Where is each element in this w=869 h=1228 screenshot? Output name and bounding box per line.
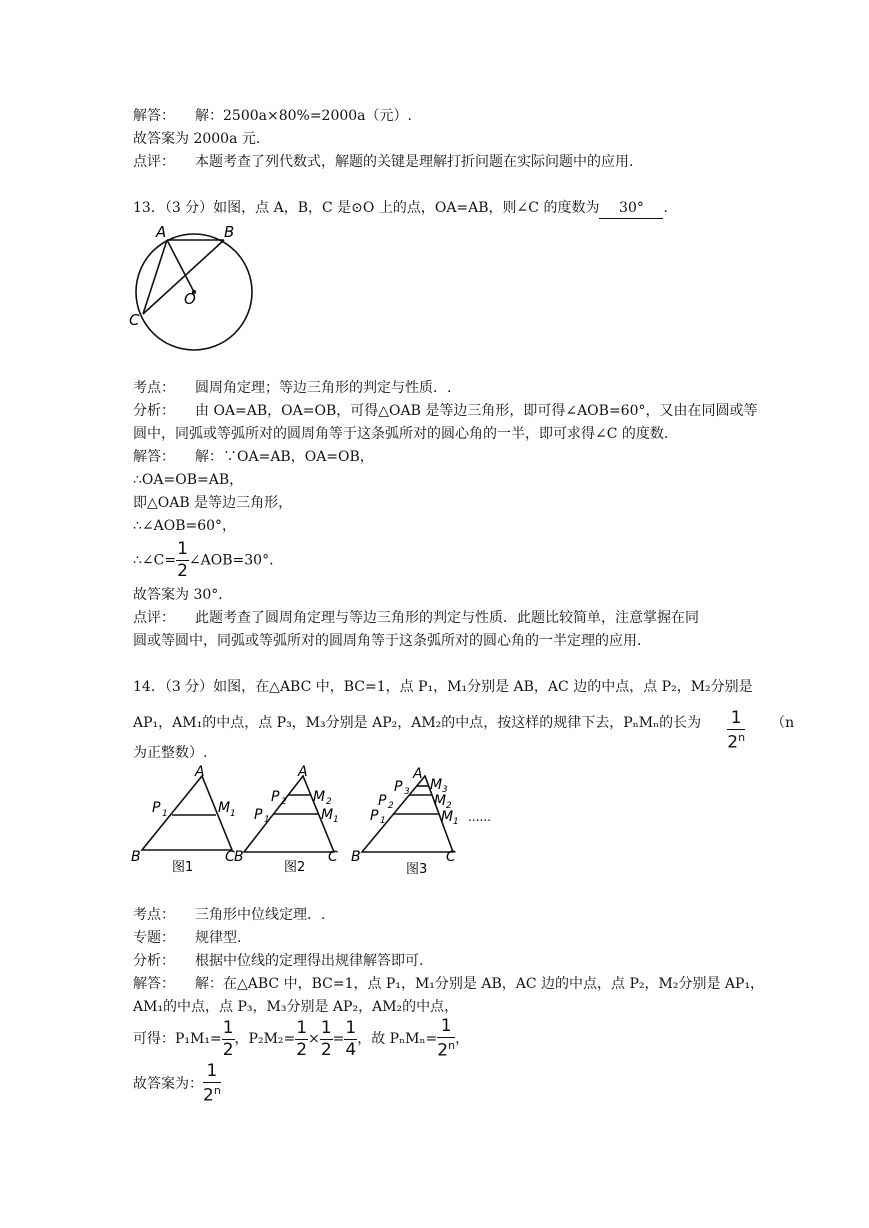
- label-c: C: [129, 311, 140, 329]
- frac-num: 1: [177, 539, 188, 559]
- fig3-caption: 图3: [406, 862, 428, 877]
- jieda-line5-post: ∠AOB=30°．: [188, 552, 284, 569]
- answer-pre: 故答案为：: [133, 1076, 203, 1092]
- fig3-label-p3-sub: 3: [404, 787, 410, 797]
- q13-jieda-line4: ∴∠AOB=60°，: [133, 518, 237, 534]
- fig1-label-c: C: [225, 849, 235, 865]
- fig1-label-b: B: [131, 849, 141, 865]
- fig3-label-p2: P: [378, 793, 387, 809]
- fig1-label-m: M: [218, 800, 231, 816]
- frac-num: 1: [345, 1017, 357, 1038]
- q14-zhuanti-line: [133, 928, 241, 948]
- label-a: A: [156, 223, 167, 241]
- q12-jieda-line: [133, 106, 412, 126]
- answer-fraction: [203, 1063, 221, 1105]
- fig2-label-m2-sub: 2: [326, 797, 332, 807]
- fig2-label-m2: M: [313, 789, 326, 805]
- fig2-label-m1-sub: 1: [333, 815, 339, 825]
- den-exp: n: [448, 1039, 456, 1053]
- calc-frac-5: [437, 1018, 455, 1060]
- den-base: 2: [437, 1040, 449, 1061]
- jieda-label: 解答：: [133, 108, 175, 124]
- calc-frac-4: [344, 1017, 357, 1060]
- q13-pingping-line: [133, 608, 699, 628]
- zhuanti-text: 规律型.: [195, 930, 242, 946]
- fenxi-label: 分析：: [133, 953, 175, 969]
- segment-ao: [167, 240, 194, 292]
- q14-triangle-figures: [128, 764, 498, 878]
- jieda-text: 解：2500a×80%=2000a（元）.: [195, 108, 412, 124]
- fig2-label-p2: P: [271, 789, 280, 805]
- frac-den: 2: [320, 1039, 332, 1060]
- q13-stem: [133, 198, 668, 219]
- fig1-label-p: P: [152, 800, 161, 816]
- q14-jieda-line2: AM₁的中点，点 P₃，M₃分别是 AP₂，AM₂的中点，: [133, 999, 459, 1015]
- q13-kaodian-line: [133, 378, 451, 398]
- fig3-label-m3-sub: 3: [442, 785, 448, 795]
- den-base: 2: [203, 1085, 214, 1106]
- den-exp: n: [213, 1084, 221, 1098]
- fig3-label-m2-sub: 2: [446, 801, 452, 811]
- fig3-label-b: B: [351, 849, 361, 865]
- fig3-label-m2: M: [434, 793, 447, 809]
- q13-stem-end: .: [663, 200, 668, 216]
- fig3-label-p2-sub: 2: [388, 801, 394, 811]
- frac-den: 2: [222, 1039, 234, 1060]
- q13-circle-figure: [125, 222, 265, 352]
- den-exp: n: [738, 731, 746, 744]
- q14-kaodian-line: [133, 905, 325, 925]
- fig2-caption: 图2: [284, 860, 306, 875]
- pingping-label: 点评：: [133, 154, 175, 170]
- q12-answer: 故答案为 2000a 元.: [133, 131, 261, 147]
- fig3-label-a: A: [413, 766, 423, 782]
- frac-num: 1: [730, 708, 742, 728]
- calc-eq: =: [332, 1031, 345, 1047]
- fig2-label-m1: M: [321, 807, 334, 823]
- jieda-label: 解答：: [133, 449, 175, 465]
- q13-jieda-line3: 即△OAB 是等边三角形，: [133, 495, 293, 511]
- q14-stem-end: （n: [771, 714, 795, 731]
- q14-stem-line1: 14．（3 分）如图，在△ABC 中，BC=1，点 P₁，M₁分别是 AB，AC 边的中点，点 P₂，M₂分别是: [133, 679, 753, 695]
- calc-frac-3: [320, 1017, 333, 1060]
- q13-pingping-line2: 圆或等圆中，同弧或等弧所对的圆周角等于这条弧所对的圆心角的一半定理的应用.: [133, 633, 642, 649]
- calc-mid2: ，故 PₙMₙ=: [357, 1031, 438, 1047]
- q13-stem-text: 13．（3 分）如图，点 A，B，C 是⊙O 上的点，OA=AB，则∠C 的度数为: [133, 200, 600, 216]
- frac-den: 2: [296, 1039, 308, 1060]
- q13-fenxi-line2: 圆中，同弧或等弧所对的圆周角等于这条弧所对的圆心角的一半，即可求得∠C 的度数.: [133, 426, 669, 442]
- zhuanti-label: 专题：: [133, 930, 175, 946]
- q13-answer-blank: 30°: [599, 198, 663, 219]
- frac-den: [203, 1083, 221, 1105]
- q12-pingping-line: [133, 152, 633, 172]
- fig3-label-m1: M: [441, 809, 454, 825]
- figure-3: [351, 766, 459, 877]
- q13-jieda-line: [133, 447, 374, 467]
- jieda-line5-pre: ∴∠C=: [133, 552, 177, 569]
- q14-stem-line3: 为正整数）.: [133, 745, 208, 761]
- calc-times: ×: [308, 1031, 320, 1047]
- frac-num: 1: [203, 1063, 221, 1083]
- kaodian-text: 圆周角定理；等边三角形的判定与性质．.: [195, 380, 452, 396]
- calc-frac-2: [295, 1017, 308, 1060]
- calc-pre: 可得：P₁M₁=: [133, 1031, 222, 1047]
- q14-calc-line: [133, 1017, 469, 1061]
- frac-num: 1: [437, 1018, 455, 1038]
- frac-num: 1: [320, 1017, 332, 1038]
- fig1-label-p-sub: 1: [162, 809, 168, 819]
- q13-jieda-line2: ∴OA=OB=AB，: [133, 472, 244, 488]
- frac-den: [727, 729, 745, 752]
- q14-answer-line: [133, 1062, 221, 1106]
- fenxi-text: 根据中位线的定理得出规律解答即可.: [195, 953, 424, 969]
- fraction-one-half: [176, 541, 189, 580]
- label-b: B: [224, 223, 235, 241]
- fig2-label-a: A: [298, 764, 308, 780]
- frac-num: 1: [222, 1017, 234, 1038]
- fig3-label-p1-sub: 1: [380, 816, 386, 826]
- kaodian-label: 考点：: [133, 380, 175, 396]
- jieda-text: 解：∵OA=AB，OA=OB，: [195, 449, 374, 465]
- fig3-label-m1-sub: 1: [453, 817, 459, 827]
- q14-jieda-line: [133, 974, 764, 994]
- q13-jieda-line5: [133, 541, 283, 580]
- q14-answer-blank: [701, 710, 771, 752]
- jieda-label: 解答：: [133, 976, 175, 992]
- calc-frac-1: [222, 1017, 235, 1060]
- fig3-label-c: C: [446, 849, 456, 865]
- frac-den: 4: [345, 1039, 357, 1060]
- fig2-label-p2-sub: 2: [281, 797, 287, 807]
- frac-den: [437, 1038, 455, 1060]
- fig1-label-a: A: [195, 764, 205, 780]
- q14-fenxi-line: [133, 951, 423, 971]
- figure-2: [234, 764, 339, 875]
- pingping-text: 此题考查了圆周角定理与等边三角形的判定与性质．此题比较简单，注意掌握在同: [195, 610, 699, 626]
- label-o: O: [184, 290, 196, 308]
- fenxi-text: 由 OA=AB，OA=OB，可得△OAB 是等边三角形，即可得∠AOB=60°，又由在同圆或等: [195, 403, 758, 419]
- calc-mid1: ，P₂M₂=: [234, 1031, 296, 1047]
- den-base: 2: [727, 732, 739, 753]
- fig2-label-p1: P: [254, 807, 263, 823]
- fig3-label-p3: P: [394, 779, 403, 795]
- fig2-label-p1-sub: 1: [264, 815, 270, 825]
- q13-answer: 故答案为 30°．: [133, 587, 233, 603]
- q13-fenxi-line: [133, 401, 758, 421]
- figures-ellipsis: ......: [468, 810, 491, 824]
- fig1-label-m-sub: 1: [230, 809, 236, 819]
- pingping-label: 点评：: [133, 610, 175, 626]
- pingping-text: 本题考查了列代数式，解题的关键是理解打折问题在实际问题中的应用.: [195, 154, 634, 170]
- fenxi-label: 分析：: [133, 403, 175, 419]
- figure-1: [131, 764, 236, 875]
- calc-post: ，: [455, 1031, 470, 1047]
- fig3-label-m3: M: [430, 777, 443, 793]
- fig2-label-b: B: [234, 849, 244, 865]
- blank-fraction: [727, 710, 745, 752]
- fig2-label-c: C: [328, 849, 338, 865]
- kaodian-text: 三角形中位线定理．.: [195, 907, 326, 923]
- frac-den: 2: [177, 561, 188, 581]
- fig1-caption: 图1: [172, 860, 194, 875]
- fig3-label-p1: P: [370, 808, 379, 824]
- jieda-text: 解：在△ABC 中，BC=1，点 P₁，M₁分别是 AB，AC 边的中点，点 P₂，M₂分别是 AP₁，: [195, 976, 765, 992]
- q14-stem-text: AP₁，AM₁的中点，点 P₃，M₃分别是 AP₂，AM₂的中点，按这样的规律下去，PₙMₙ的长为: [133, 714, 702, 731]
- frac-num: 1: [296, 1017, 308, 1038]
- kaodian-label: 考点：: [133, 907, 175, 923]
